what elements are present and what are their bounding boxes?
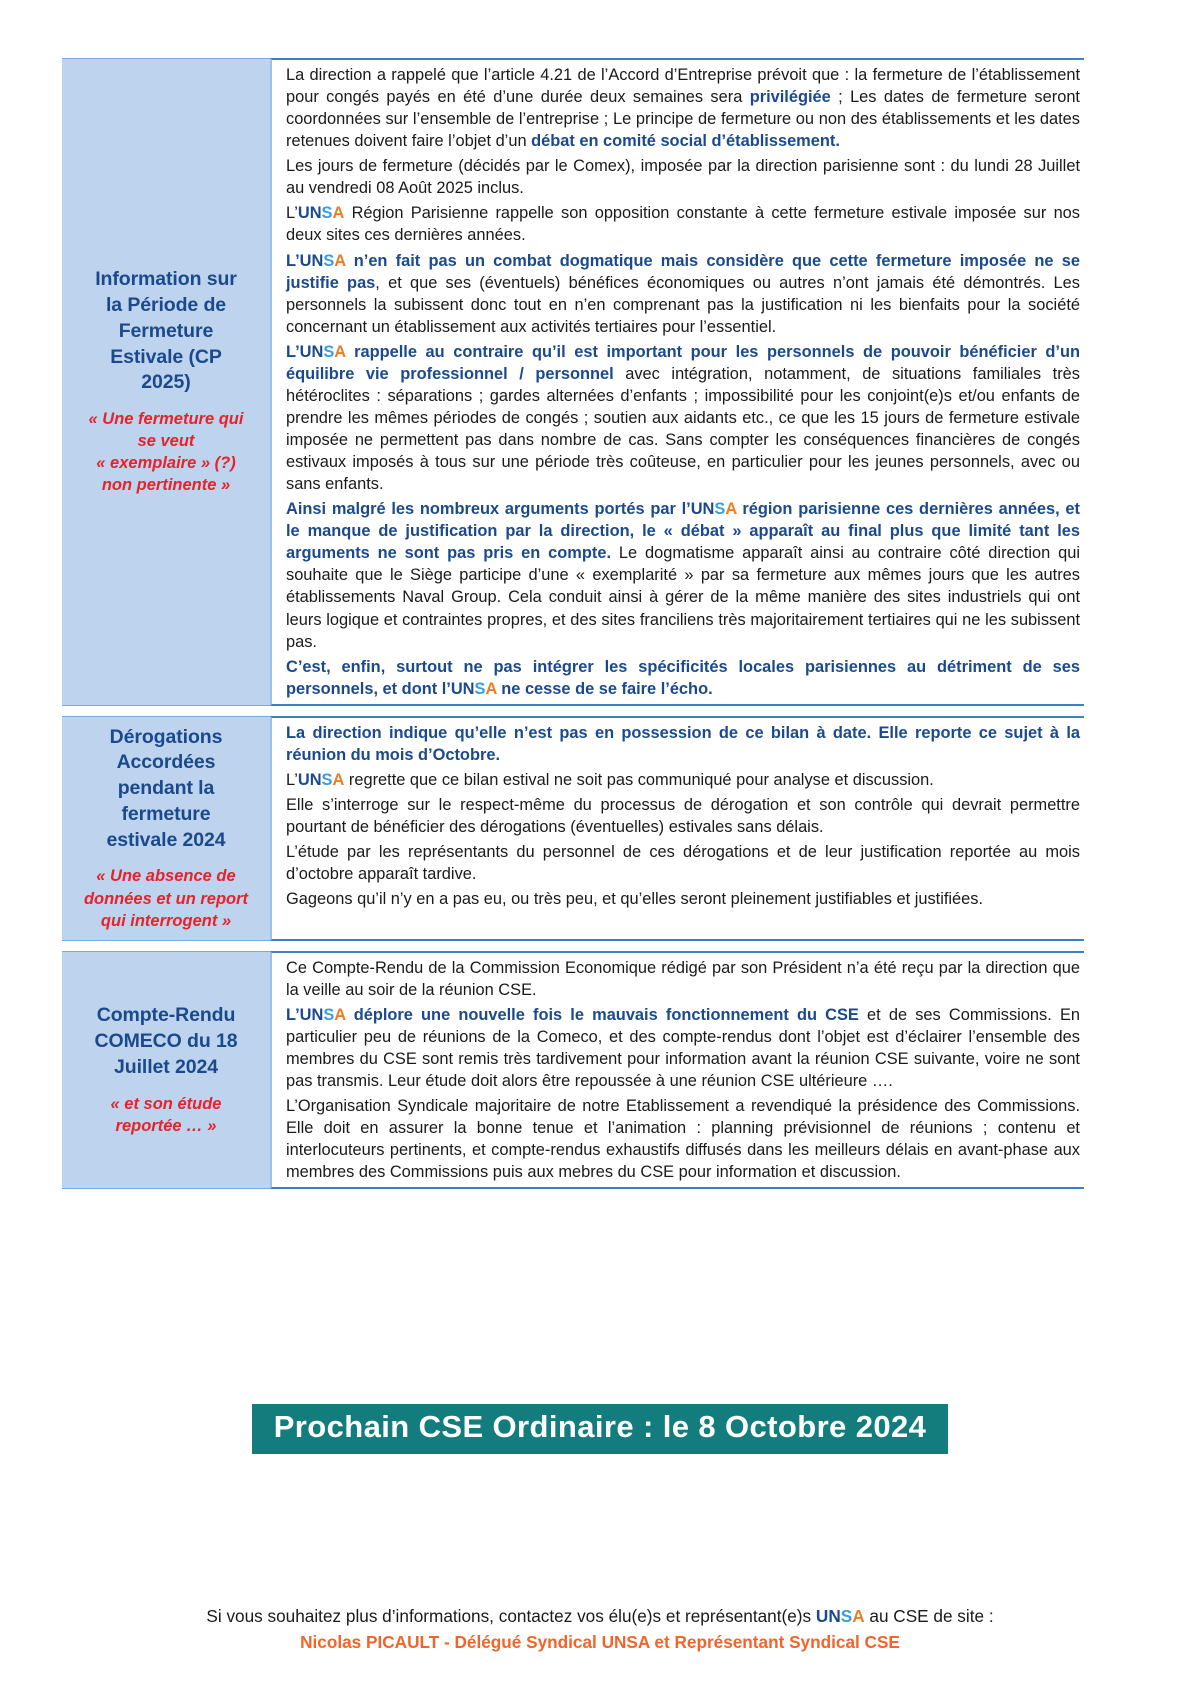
section-title: Information sur la Période de Fermeture Estivale (CP 2025) — [95, 268, 237, 394]
body-text: Les jours de fermeture (décidés par le Comex), imposée par la direction parisienne sont : du lundi 28 Juillet au vendredi 08 Août 2025 inclus. — [286, 157, 1080, 198]
emphasis-text: rappelle au contraire qu’il est important pour les personnels de pouvoir bénéficier d’un équilibre vie professionnel / personnel — [286, 342, 1080, 383]
body-text: La direction a rappelé que l’article 4.21 de l’Accord d’Entreprise prévoit que : la fermeture de l’établissement pour congés payés en été d’une durée deux semaines sera — [286, 66, 1080, 107]
emphasis-text: Ainsi malgré les nombreux arguments portés par l’ — [286, 500, 691, 519]
section-label-cell-1 — [62, 58, 270, 706]
section-body-cell-1 — [270, 58, 1084, 706]
section-title: Compte-Rendu COMECO du 18 Juillet 2024 — [94, 1004, 238, 1078]
emphasis-text: région parisienne ces dernières années, et le manque de justification par la direction, le « débat » apparaît au final plus que limité tant les arguments ne sont pas pris en compte. — [286, 500, 1081, 563]
section-title: Dérogations Accordées pendant la fermeture estivale 2024 — [106, 725, 226, 851]
paragraph — [286, 202, 1080, 246]
unsa-logo-text: UNSA — [297, 770, 345, 789]
body-text: et de ses Commissions. En particulier peu de réunions de la Comeco, et des compte-rendus dont l’objet est d’éclairer l’ensemble des membres du CSE sont remis très tardivement pour information avant la réunion CSE suivante, voire ne sont pas transmis. Leur étude doit alors être repoussée à une réunion CSE ultérieure …. — [286, 1005, 1081, 1091]
emphasis-text: privilégiée — [749, 88, 831, 107]
emphasis-text: déplore une nouvelle fois le mauvais fonctionnement du CSE — [345, 1005, 859, 1024]
next-meeting-banner-wrap — [0, 1404, 1200, 1454]
unsa-logo-text: UNSA — [815, 1606, 865, 1626]
emphasis-text: L’ — [286, 1005, 300, 1024]
body-text: L’Organisation Syndicale majoritaire de notre Etablissement a revendiqué la présidence des Commissions. Elle doit en assurer la bonne tenue et l’animation : planning prévisionnel de réunions ; contenu et interlocuteurs pertinents, et compte-rendus exhaustifs diffusés dans les meilleurs délais en avant-phase aux membres des Commissions puis aux mebres du CSE pour information et discussion. — [286, 1097, 1080, 1182]
paragraph — [286, 155, 1080, 199]
sections-table — [62, 58, 1084, 1199]
emphasis-text: La direction indique qu’elle n’est pas en possession de ce bilan à date. Elle reporte ce sujet à la réunion du mois d’Octobre. — [286, 723, 1080, 764]
footer-contact-line — [0, 1604, 1200, 1630]
body-text: Si vous souhaitez plus d’informations, contactez vos élu(e)s et représentant(e)s — [206, 1606, 816, 1626]
body-text: L’étude par les représentants du personnel de ces dérogations et de leur justification reportée au mois d’octobre apparaît tardive. — [286, 843, 1080, 884]
paragraph — [286, 957, 1080, 1001]
unsa-logo-text: UNSA — [299, 1005, 346, 1024]
body-text: avec intégration, notamment, de situations familiales très hétéroclites : séparations ; gardes alternées d’enfants ; impossibilité pour les conjoint(e)s et/ou enfants de prendre les mêmes périodes de congés ; soutien aux aidants etc., ce que les 15 jours de fermeture estivale imposée ne permettent pas dans nombre de cas. Sans compter les conséquences financières de congés estivaux imposés à tous sur une période très coûteuse, en particulier pour les jeunes personnels, avec ou sans enfants. — [286, 364, 1080, 494]
section-subtitle: « Une fermeture qui se veut « exemplaire » (?) non pertinente » — [88, 409, 244, 495]
paragraph — [286, 250, 1080, 338]
emphasis-text: débat en comité social d’établissement. — [531, 132, 840, 151]
paragraph — [286, 64, 1080, 152]
body-text: regrette que ce bilan estival ne soit pas communiqué pour analyse et discussion. — [344, 770, 934, 789]
footer-representative-line: Nicolas PICAULT - Délégué Syndical UNSA et Représentant Syndical CSE — [300, 1631, 900, 1652]
paragraph — [286, 769, 1080, 791]
body-text: Région Parisienne rappelle son opposition constante à cette fermeture estivale imposée sur nos deux sites ces dernières années. — [286, 204, 1080, 245]
unsa-logo-text: UNSA — [297, 204, 345, 223]
body-text: Le dogmatisme apparaît ainsi au contraire côté direction qui souhaite que le Siège participe d’une « exemplarité » par sa fermeture aux mêmes jours que les autres établissements Naval Group. Cela conduit ainsi à gérer de la même manière des sites industriels qui ont leurs logique et contraintes propres, et des sites franciliens très majoritairement tertiaires qui ne les subissent pas. — [286, 544, 1081, 651]
body-text: Ce Compte-Rendu de la Commission Economique rédigé par son Président n’a été reçu par la direction que la veille au soir de la réunion CSE. — [286, 958, 1080, 999]
unsa-logo-text: UNSA — [690, 500, 737, 519]
body-text: , et que ses (éventuels) bénéfices économiques ou autres n’ont jamais été démontrés. Les personnels la subissent donc tout en n’en comprenant pas la justification ni les bienfaits pour la société concernant un établissement aux activités tertiaires pour l’essentiel. — [286, 273, 1080, 336]
body-text: au CSE de site : — [864, 1606, 994, 1626]
paragraph — [286, 1095, 1080, 1183]
paragraph — [286, 1004, 1080, 1092]
section-body-cell-2 — [270, 716, 1084, 941]
paragraph — [286, 498, 1080, 652]
next-meeting-banner: Prochain CSE Ordinaire : le 8 Octobre 2024 — [252, 1404, 949, 1454]
section-subtitle: « Une absence de données et un report qui interrogent » — [83, 867, 249, 930]
paragraph — [286, 722, 1080, 766]
paragraph — [286, 341, 1080, 495]
emphasis-text: n’en fait pas un combat dogmatique mais considère que cette fermeture imposée ne se justifie pas — [286, 251, 1080, 292]
paragraph — [286, 656, 1080, 700]
section-row — [62, 951, 1084, 1190]
document-footer — [0, 1604, 1200, 1656]
unsa-logo-text: UNSA — [299, 251, 346, 270]
section-label-cell-3 — [62, 951, 270, 1190]
body-text: L’ — [286, 204, 298, 223]
paragraph — [286, 888, 1080, 910]
paragraph — [286, 841, 1080, 885]
section-row — [62, 716, 1084, 941]
section-label-cell-2 — [62, 716, 270, 941]
unsa-logo-text: UNSA — [450, 679, 497, 698]
emphasis-text: ne cesse de se faire l’écho. — [496, 679, 713, 698]
section-body-cell-3 — [270, 951, 1084, 1190]
body-text: ; Les dates de fermeture seront coordonnées sur l’ensemble de l’entreprise ; Le principe de fermeture ou non des établissements et les dates retenues doivent faire l’objet d’un — [286, 88, 1080, 151]
body-text: Gageons qu’il n’y en a pas eu, ou très peu, et qu’elles seront pleinement justifiables et justifiées. — [286, 890, 984, 909]
emphasis-text: L’ — [286, 251, 300, 270]
body-text: L’ — [286, 770, 298, 789]
emphasis-text: L’ — [286, 342, 300, 361]
body-text: Elle s’interroge sur le respect-même du processus de dérogation et son contrôle qui devrait permettre pourtant de bénéficier des dérogations (éventuelles) estivales sans délais. — [286, 795, 1080, 836]
emphasis-text: C’est, enfin, surtout ne pas intégrer les spécificités locales parisiennes au détriment de ses personnels, et dont l’ — [286, 657, 1080, 698]
paragraph — [286, 794, 1080, 838]
section-subtitle: « et son étude reportée … » — [110, 1094, 222, 1135]
unsa-logo-text: UNSA — [299, 342, 346, 361]
section-row — [62, 58, 1084, 706]
